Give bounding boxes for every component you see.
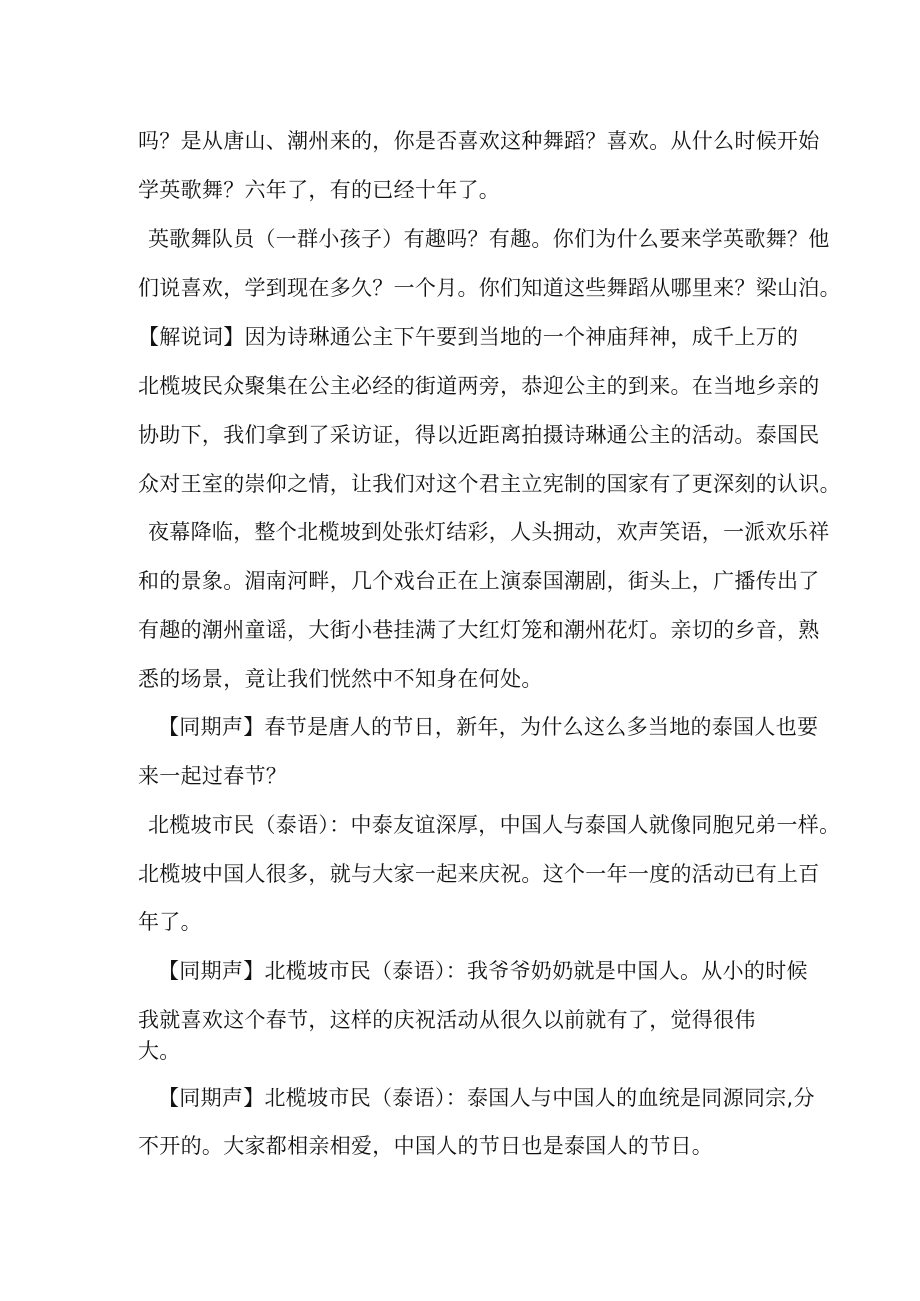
text-line: 夜幕降临，整个北榄坡到处张灯结彩，人头拥动，欢声笑语，一派欢乐祥 xyxy=(148,520,830,544)
text-line: 英歌舞队员（一群小孩子）有趣吗？有趣。你们为什么要来学英歌舞？他 xyxy=(148,227,830,251)
text-line: 【同期声】北榄坡市民（泰语）：我爷爷奶奶就是中国人。从小的时候 xyxy=(158,959,808,983)
text-line: 有趣的潮州童谣，大街小巷挂满了大红灯笼和潮州花灯。亲切的乡音，熟 xyxy=(138,618,820,642)
text-line: 北榄坡市民（泰语）：中泰友谊深厚，中国人与泰国人就像同胞兄弟一样。 xyxy=(148,813,841,837)
text-line: 年了。 xyxy=(138,910,202,934)
text-line: 大。 xyxy=(138,1039,181,1063)
text-line: 【同期声】春节是唐人的节日，新年，为什么这么多当地的泰国人也要 xyxy=(158,715,819,739)
text-line: 悉的场景，竟让我们恍然中不知身在何处。 xyxy=(138,667,543,691)
text-line: 不开的。大家都相亲相爱，中国人的节日也是泰国人的节日。 xyxy=(138,1134,714,1158)
text-line: 学英歌舞？六年了，有的已经十年了。 xyxy=(138,178,501,202)
text-line: 吗？是从唐山、潮州来的，你是否喜欢这种舞蹈？喜欢。从什么时候开始 xyxy=(138,129,820,153)
text-line: 【解说词】因为诗琳通公主下午要到当地的一个神庙拜神，成千上万的 xyxy=(138,325,799,349)
text-line: 来一起过春节？ xyxy=(138,764,288,788)
text-line: 我就喜欢这个春节，这样的庆祝活动从很久以前就有了，觉得很伟 xyxy=(138,1008,756,1032)
text-line: 北榄坡中国人很多，就与大家一起来庆祝。这个一年一度的活动已有上百 xyxy=(138,862,820,886)
text-line: 和的景象。湄南河畔，几个戏台正在上演泰国潮剧，街头上，广播传出了 xyxy=(138,569,820,593)
text-line: 众对王室的崇仰之情，让我们对这个君主立宪制的国家有了更深刻的认识。 xyxy=(138,472,841,496)
text-line: 协助下，我们拿到了采访证，得以近距离拍摄诗琳通公主的活动。泰国民 xyxy=(138,423,820,447)
text-line: 【同期声】北榄坡市民（泰语）：泰国人与中国人的血统是同源同宗,分 xyxy=(158,1086,815,1110)
text-line: 北榄坡民众聚集在公主必经的街道两旁，恭迎公主的到来。在当地乡亲的 xyxy=(138,374,820,398)
text-line: 们说喜欢，学到现在多久？一个月。你们知道这些舞蹈从哪里来？梁山泊。 xyxy=(138,276,841,300)
